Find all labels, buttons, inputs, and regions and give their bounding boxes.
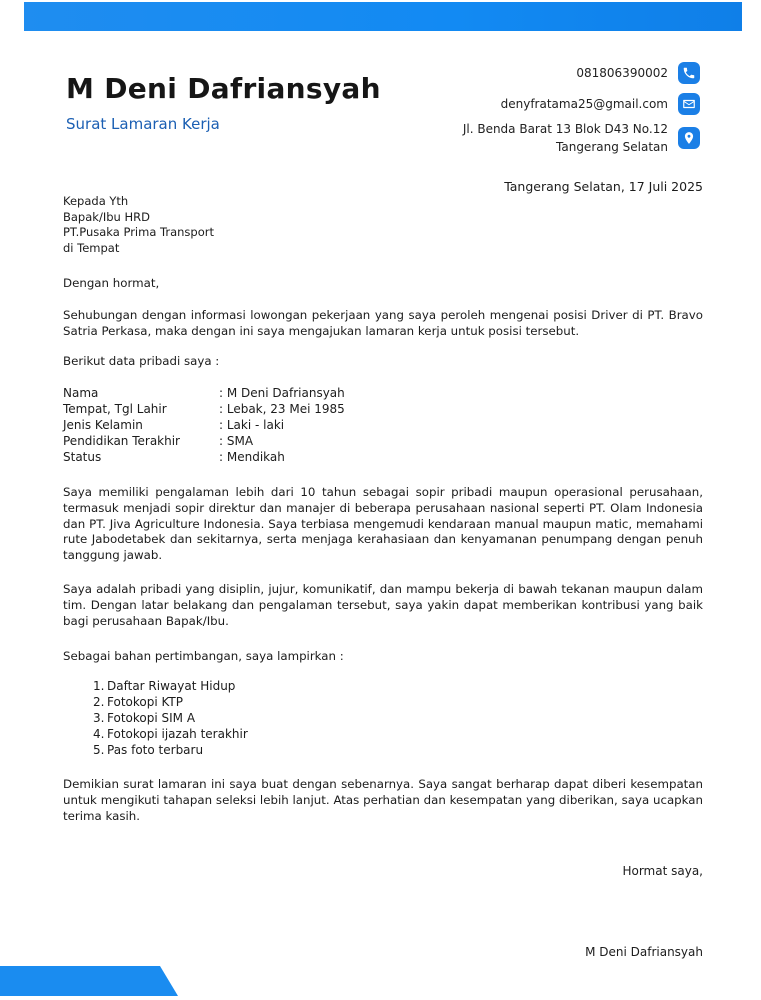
biodata-row — [63, 385, 345, 401]
biodata-row — [63, 433, 345, 449]
biodata-label: Jenis Kelamin — [63, 418, 143, 432]
list-item — [93, 726, 248, 742]
list-number: 1. — [93, 679, 105, 693]
bottom-accent-bar — [0, 966, 178, 996]
biodata-label: Status — [63, 450, 102, 464]
letter-subtitle: Surat Lamaran Kerja — [66, 115, 220, 133]
biodata-table — [63, 385, 345, 465]
personality-paragraph: Saya adalah pribadi yang disiplin, jujur, komunikatif, dan mampu bekerja di bawah tekanan maupun dalam tim. Dengan latar belakang dan pengalaman tersebut, saya yakin dapat memberikan kontribusi yang baik bagi perusahaan Bapak/Ibu. — [63, 582, 703, 628]
list-item — [93, 742, 248, 758]
list-item — [93, 694, 248, 710]
biodata-value: : Laki - laki — [219, 418, 285, 432]
letter-date: Tangerang Selatan, 17 Juli 2025 — [504, 179, 703, 194]
list-number: 4. — [93, 727, 105, 741]
list-item — [93, 678, 248, 694]
phone-number: 081806390002 — [576, 66, 668, 80]
list-item — [93, 710, 248, 726]
recipient-line: Kepada Yth — [63, 194, 129, 208]
biodata-intro: Berikut data pribadi saya : — [63, 354, 220, 368]
closing-salutation: Hormat saya, — [622, 864, 703, 878]
list-number: 2. — [93, 695, 105, 709]
list-number: 3. — [93, 711, 105, 725]
recipient-line: di Tempat — [63, 240, 120, 255]
recipient-line: PT.Pusaka Prima Transport — [63, 225, 214, 239]
biodata-value: : Mendikah — [219, 450, 285, 464]
list-text: Fotokopi SIM A — [107, 711, 196, 725]
applicant-name: M Deni Dafriansyah — [66, 72, 381, 105]
recipient-line: Bapak/Ibu HRD — [63, 209, 150, 224]
location-pin-icon — [678, 127, 700, 149]
biodata-row — [63, 417, 345, 433]
signer-name: M Deni Dafriansyah — [585, 945, 703, 959]
biodata-value: : M Deni Dafriansyah — [219, 386, 345, 400]
biodata-label: Pendidikan Terakhir — [63, 434, 180, 448]
top-accent-bar — [24, 2, 742, 31]
list-text: Pas foto terbaru — [107, 743, 204, 757]
list-text: Fotokopi KTP — [107, 695, 183, 709]
attachments-list — [93, 678, 248, 758]
closing-paragraph: Demikian surat lamaran ini saya buat dengan sebenarnya. Saya sangat berharap dapat diberi kesempatan untuk mengikuti tahapan seleksi lebih lanjut. Atas perhatian dan kesempatan yang diberikan, saya ucapkan terima kasih. — [63, 777, 703, 823]
biodata-row — [63, 401, 345, 417]
attachments-intro: Sebagai bahan pertimbangan, saya lampirkan : — [63, 649, 344, 663]
email-address: denyfratama25@gmail.com — [500, 97, 668, 111]
experience-paragraph: Saya memiliki pengalaman lebih dari 10 tahun sebagai sopir pribadi maupun operasional perusahaan, termasuk menjadi sopir direktur dan manajer di beberapa perusahaan nasional seperti PT. Olam Indonesia dan PT. Jiva Agriculture Indonesia. Saya terbiasa mengemudi kendaraan manual maupun matic, memahami rute Jabodetabek dan sekitarnya, serta menjaga kerahasiaan dan kenyamanan penumpang dengan penuh tanggung jawab. — [63, 485, 703, 563]
address-line-1: Jl. Benda Barat 13 Blok D43 No.12 — [462, 122, 668, 136]
address-line-2: Tangerang Selatan — [556, 140, 668, 154]
list-text: Daftar Riwayat Hidup — [107, 679, 236, 693]
biodata-label: Tempat, Tgl Lahir — [63, 402, 167, 416]
biodata-row — [63, 449, 345, 465]
list-text: Fotokopi ijazah terakhir — [107, 727, 248, 741]
biodata-label: Nama — [63, 386, 99, 400]
biodata-value: : SMA — [219, 434, 254, 448]
biodata-value: : Lebak, 23 Mei 1985 — [219, 402, 345, 416]
intro-paragraph: Sehubungan dengan informasi lowongan pekerjaan yang saya peroleh mengenai posisi Driver di PT. Bravo Satria Perkasa, maka dengan ini saya mengajukan lamaran kerja untuk posisi tersebut. — [63, 308, 703, 338]
recipient-block — [63, 194, 214, 256]
mail-icon — [678, 93, 700, 115]
greeting: Dengan hormat, — [63, 276, 160, 290]
list-number: 5. — [93, 743, 105, 757]
phone-icon — [678, 62, 700, 84]
address — [463, 120, 668, 156]
